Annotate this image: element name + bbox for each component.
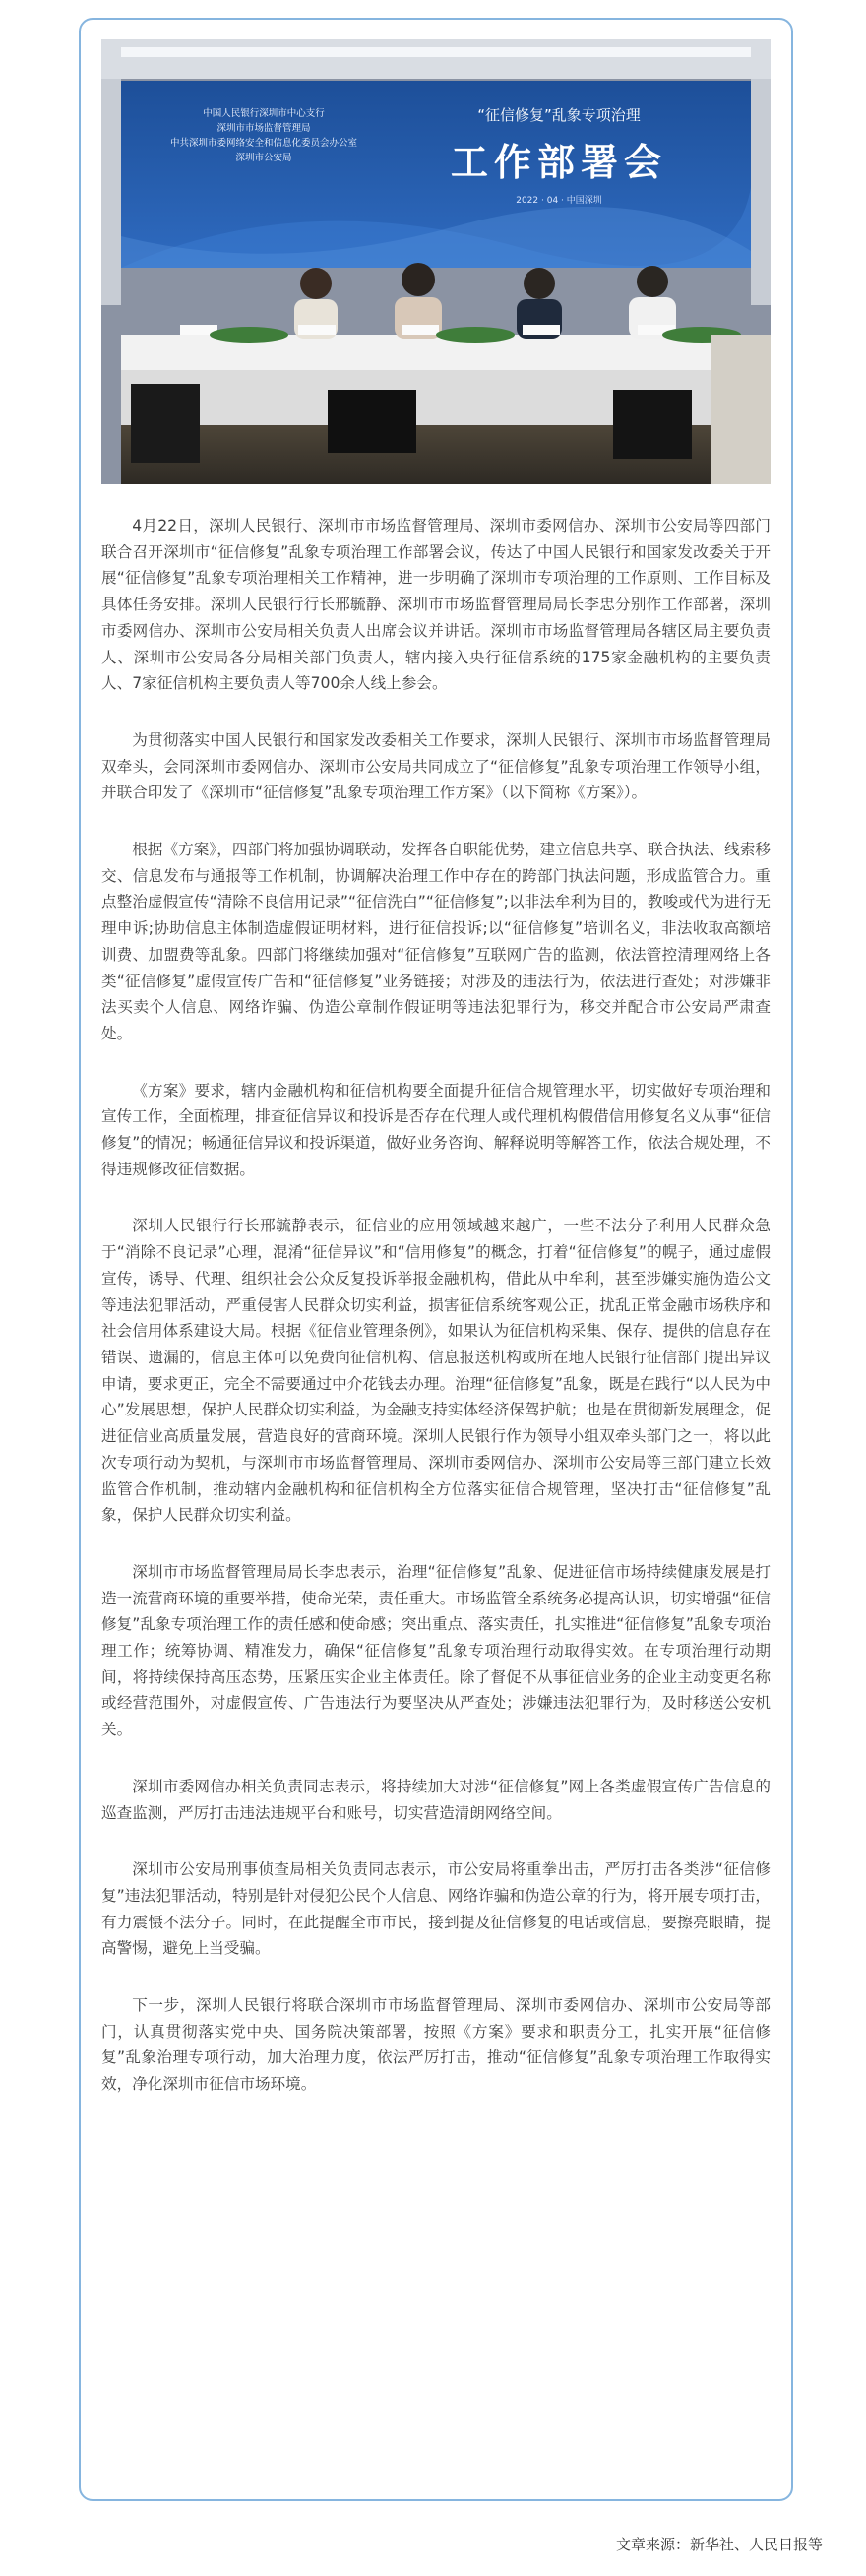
source-label: 文章来源：: [615, 2536, 690, 2553]
banner-date: 2022 · 04 · 中国深圳: [516, 196, 602, 206]
banner-subtitle: “征信修复”乱象专项治理: [477, 106, 641, 124]
banner-title: 工作部署会: [450, 140, 667, 184]
banner-org-line: 中共深圳市委网络安全和信息化委员会办公室: [169, 138, 357, 149]
article-paragraph: 《方案》要求，辖内金融机构和征信机构要全面提升征信合规管理水平，切实做好专项治理和宣传工作，全面梳理，排查征信异议和投诉是否存在代理人或代理机构假借信用修复名义从事“征信修复”的情况；畅通征信异议和投诉渠道，做好业务咨询、解释说明等解答工作，依法合规处理，不得违规修改征信数据。: [101, 1081, 771, 1178]
article-paragraph: 深圳市市场监督管理局局长李忠表示，治理“征信修复”乱象、促进征信市场持续健康发展是打造一流营商环境的重要举措，使命光荣，责任重大。市场监管全系统务必提高认识，切实增强“征信修复”乱象专项治理工作的责任感和使命感；突出重点、落实责任，扎实推进“征信修复”乱象专项治理工作；统筹协调、精准发力，确保“征信修复”乱象专项治理行动取得实效。在专项治理行动期间，将持续保持高压态势，压紧压实企业主体责任。除了督促不从事征信业务的企业主动变更名称或经营范围外，对虚假宣传、广告违法行为要坚决从严查处；涉嫌违法犯罪行为，及时移送公安机关。: [101, 1562, 771, 1739]
article-paragraph: 根据《方案》，四部门将加强协调联动，发挥各自职能优势，建立信息共享、联合执法、线索移交、信息发布与通报等工作机制，协调解决治理工作中存在的跨部门执法问题，形成监管合力。重点整治虚假宣传“清除不良信用记录”“征信洗白”“征信修复”;以非法牟利为目的，教唆或代为进行无理申诉;协助信息主体制造虚假证明材料，进行征信投诉;以“征信修复”培训名义，非法收取高额培训费、加盟费等乱象。四部门将继续加强对“征信修复”互联网广告的监测，依法管控清理网络上各类“征信修复”虚假宣传广告和“征信修复”业务链接；对涉及的违法行为，依法进行查处；对涉嫌非法买卖个人信息、网络诈骗、伪造公章制作假证明等违法犯罪行为，移交并配合市公安局严肃查处。: [101, 841, 771, 1042]
article-body: [101, 513, 771, 2128]
banner-org-line: 中国人民银行深圳市中心支行: [203, 108, 325, 119]
article-paragraph: 深圳市公安局刑事侦查局相关负责同志表示，市公安局将重拳出击，严厉打击各类涉“征信修复”违法犯罪活动，特别是针对侵犯公民个人信息、网络诈骗和伪造公章的行为，将开展专项打击，有力震慑不法分子。同时，在此提醒全市市民，接到提及征信修复的电话或信息，要擦亮眼睛，提高警惕，避免上当受骗。: [101, 1860, 771, 1958]
banner-org-line: 深圳市公安局: [235, 153, 292, 163]
source-value: 新华社、人民日报等: [689, 2536, 823, 2553]
article-paragraph: 深圳市委网信办相关负责同志表示，将持续加大对涉“征信修复”网上各类虚假宣传广告信息的巡查监测，严厉打击违法违规平台和账号，切实营造清朗网络空间。: [101, 1777, 771, 1822]
article-paragraph: 下一步，深圳人民银行将联合深圳市市场监督管理局、深圳市委网信办、深圳市公安局等部门，认真贯彻落实党中央、国务院决策部署，按照《方案》要求和职责分工，扎实开展“征信修复”乱象治理专项行动，加大治理力度，依法严厉打击，推动“征信修复”乱象专项治理工作取得实效，净化深圳市征信市场环境。: [101, 1996, 771, 2094]
banner-org-list: [141, 106, 387, 165]
banner-org-line: 深圳市市场监督管理局: [216, 123, 311, 134]
article-paragraph: 深圳人民银行行长邢毓静表示，征信业的应用领域越来越广，一些不法分子利用人民群众急于“消除不良记录”心理，混淆“征信异议”和“信用修复”的概念，打着“征信修复”的幌子，通过虚假宣传，诱导、代理、组织社会公众反复投诉举报金融机构，借此从中牟利，甚至涉嫌实施伪造公文等违法犯罪活动，严重侵害人民群众切实利益，损害征信系统客观公正，扰乱正常金融市场秩序和社会信用体系建设大局。根据《征信业管理条例》，如果认为征信机构采集、保存、提供的信息存在错误、遗漏的，信息主体可以免费向征信机构、信息报送机构或所在地人民银行征信部门提出异议申请，要求更正，完全不需要通过中介花钱去办理。治理“征信修复”乱象，既是在践行“以人民为中心”发展思想，保护人民群众切实利益，为金融支持实体经济保驾护航；也是在贯彻新发展理念，促进征信业高质量发展，营造良好的营商环境。深圳人民银行作为领导小组双牵头部门之一，将以此次专项行动为契机，与深圳市市场监督管理局、深圳市委网信办、深圳市公安局等三部门建立长效监管合作机制，推动辖内金融机构和征信机构全方位落实征信合规管理，坚决打击“征信修复”乱象，保护人民群众切实利益。: [101, 1217, 771, 1525]
article-source: [616, 2534, 823, 2554]
article-paragraph: 4月22日，深圳人民银行、深圳市市场监督管理局、深圳市委网信办、深圳市公安局等四部门联合召开深圳市“征信修复”乱象专项治理工作部署会议，传达了中国人民银行和国家发改委关于开展“征信修复”乱象专项治理相关工作精神，进一步明确了深圳市专项治理的工作原则、工作目标及具体任务安排。深圳人民银行行长邢毓静、深圳市市场监督管理局局长李忠分别作工作部署，深圳市委网信办、深圳市公安局相关负责人出席会议并讲话。深圳市市场监督管理局各辖区局主要负责人、深圳市公安局各分局相关部门负责人，辖内接入央行征信系统的175家金融机构的主要负责人、7家征信机构主要负责人等700余人线上参会。: [101, 517, 771, 693]
meeting-photo: [101, 39, 771, 484]
article-paragraph: 为贯彻落实中国人民银行和国家发改委相关工作要求，深圳人民银行、深圳市市场监督管理局双牵头，会同深圳市委网信办、深圳市公安局共同成立了“征信修复”乱象专项治理工作领导小组，并联合印发了《深圳市“征信修复”乱象专项治理工作方案》（以下简称《方案》）。: [101, 730, 771, 802]
